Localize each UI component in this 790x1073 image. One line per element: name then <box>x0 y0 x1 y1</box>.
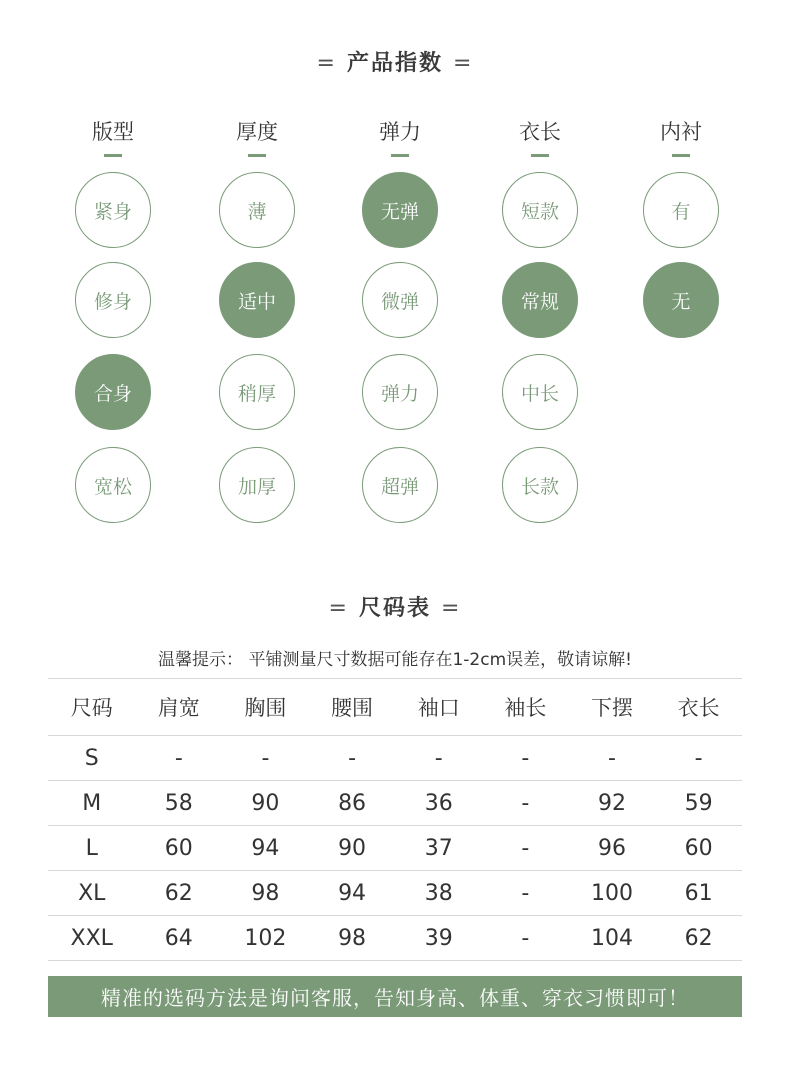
index-column-heading-label: 弹力 <box>379 120 421 144</box>
product-index-title: = 产品指数 = <box>316 51 474 76</box>
table-cell: 98 <box>309 916 396 961</box>
size-table-header-cell: 肩宽 <box>135 679 222 736</box>
table-cell: - <box>309 736 396 781</box>
size-table-header-cell: 下摆 <box>569 679 656 736</box>
table-row <box>48 736 742 781</box>
footer-note: 精准的选码方法是询问客服，告知身高、体重、穿衣习惯即可！ <box>48 976 742 1017</box>
index-option-selected: 常规 <box>502 262 578 338</box>
table-cell: 37 <box>395 826 482 871</box>
table-cell: - <box>482 826 569 871</box>
table-cell: 94 <box>309 871 396 916</box>
size-chart-title: = 尺码表 = <box>328 596 462 621</box>
table-row <box>48 781 742 826</box>
index-column-heading-label: 版型 <box>92 120 134 144</box>
index-option: 短款 <box>502 172 578 248</box>
table-cell: - <box>482 916 569 961</box>
size-table-header <box>48 679 742 736</box>
table-row <box>48 826 742 871</box>
table-cell: 96 <box>569 826 656 871</box>
table-cell: - <box>569 736 656 781</box>
table-cell: 38 <box>395 871 482 916</box>
index-option-selected: 适中 <box>219 262 295 338</box>
measurement-tip: 温馨提示： 平铺测量尺寸数据可能存在1-2cm误差，敬请谅解! <box>158 650 632 670</box>
index-option: 中长 <box>502 354 578 430</box>
table-cell: - <box>482 736 569 781</box>
table-cell: - <box>482 781 569 826</box>
table-cell: - <box>482 871 569 916</box>
size-table <box>48 678 742 961</box>
table-cell: 61 <box>655 871 742 916</box>
size-table-header-cell: 胸围 <box>222 679 309 736</box>
table-cell: 104 <box>569 916 656 961</box>
heading-underline <box>672 154 690 157</box>
table-cell: 62 <box>135 871 222 916</box>
index-column-heading <box>621 116 741 157</box>
index-option-selected: 无弹 <box>362 172 438 248</box>
table-cell: 62 <box>655 916 742 961</box>
heading-underline <box>248 154 266 157</box>
size-table-header-cell: 腰围 <box>309 679 396 736</box>
table-cell: - <box>395 736 482 781</box>
index-option: 超弹 <box>362 447 438 523</box>
table-cell: 64 <box>135 916 222 961</box>
index-option: 微弹 <box>362 262 438 338</box>
index-option: 宽松 <box>75 447 151 523</box>
index-option: 修身 <box>75 262 151 338</box>
table-cell: 86 <box>309 781 396 826</box>
heading-underline <box>531 154 549 157</box>
table-row <box>48 871 742 916</box>
table-cell: 60 <box>655 826 742 871</box>
index-option: 紧身 <box>75 172 151 248</box>
table-cell: - <box>135 736 222 781</box>
table-cell: 58 <box>135 781 222 826</box>
index-column-heading-label: 内衬 <box>660 120 702 144</box>
table-cell: L <box>48 826 135 871</box>
index-column-heading <box>480 116 600 157</box>
index-column-heading-label: 衣长 <box>519 120 561 144</box>
size-table-header-cell: 衣长 <box>655 679 742 736</box>
table-cell: 39 <box>395 916 482 961</box>
table-cell: 92 <box>569 781 656 826</box>
index-option: 薄 <box>219 172 295 248</box>
heading-underline <box>104 154 122 157</box>
index-option: 弹力 <box>362 354 438 430</box>
index-option-selected: 无 <box>643 262 719 338</box>
index-option: 有 <box>643 172 719 248</box>
index-column-heading <box>340 116 460 157</box>
table-cell: 102 <box>222 916 309 961</box>
table-cell: S <box>48 736 135 781</box>
table-cell: XL <box>48 871 135 916</box>
size-table-header-cell: 袖口 <box>395 679 482 736</box>
table-cell: M <box>48 781 135 826</box>
table-cell: 98 <box>222 871 309 916</box>
index-column-heading <box>53 116 173 157</box>
index-option: 稍厚 <box>219 354 295 430</box>
table-row <box>48 916 742 961</box>
table-cell: 60 <box>135 826 222 871</box>
table-cell: 100 <box>569 871 656 916</box>
table-cell: 90 <box>309 826 396 871</box>
table-cell: 90 <box>222 781 309 826</box>
index-option: 长款 <box>502 447 578 523</box>
table-cell: 36 <box>395 781 482 826</box>
size-table-header-cell: 尺码 <box>48 679 135 736</box>
table-cell: - <box>222 736 309 781</box>
table-cell: XXL <box>48 916 135 961</box>
index-option: 加厚 <box>219 447 295 523</box>
index-column-heading <box>197 116 317 157</box>
table-cell: 94 <box>222 826 309 871</box>
size-table-header-cell: 袖长 <box>482 679 569 736</box>
index-column-heading-label: 厚度 <box>236 120 278 144</box>
heading-underline <box>391 154 409 157</box>
table-cell: - <box>655 736 742 781</box>
table-cell: 59 <box>655 781 742 826</box>
index-option-selected: 合身 <box>75 354 151 430</box>
